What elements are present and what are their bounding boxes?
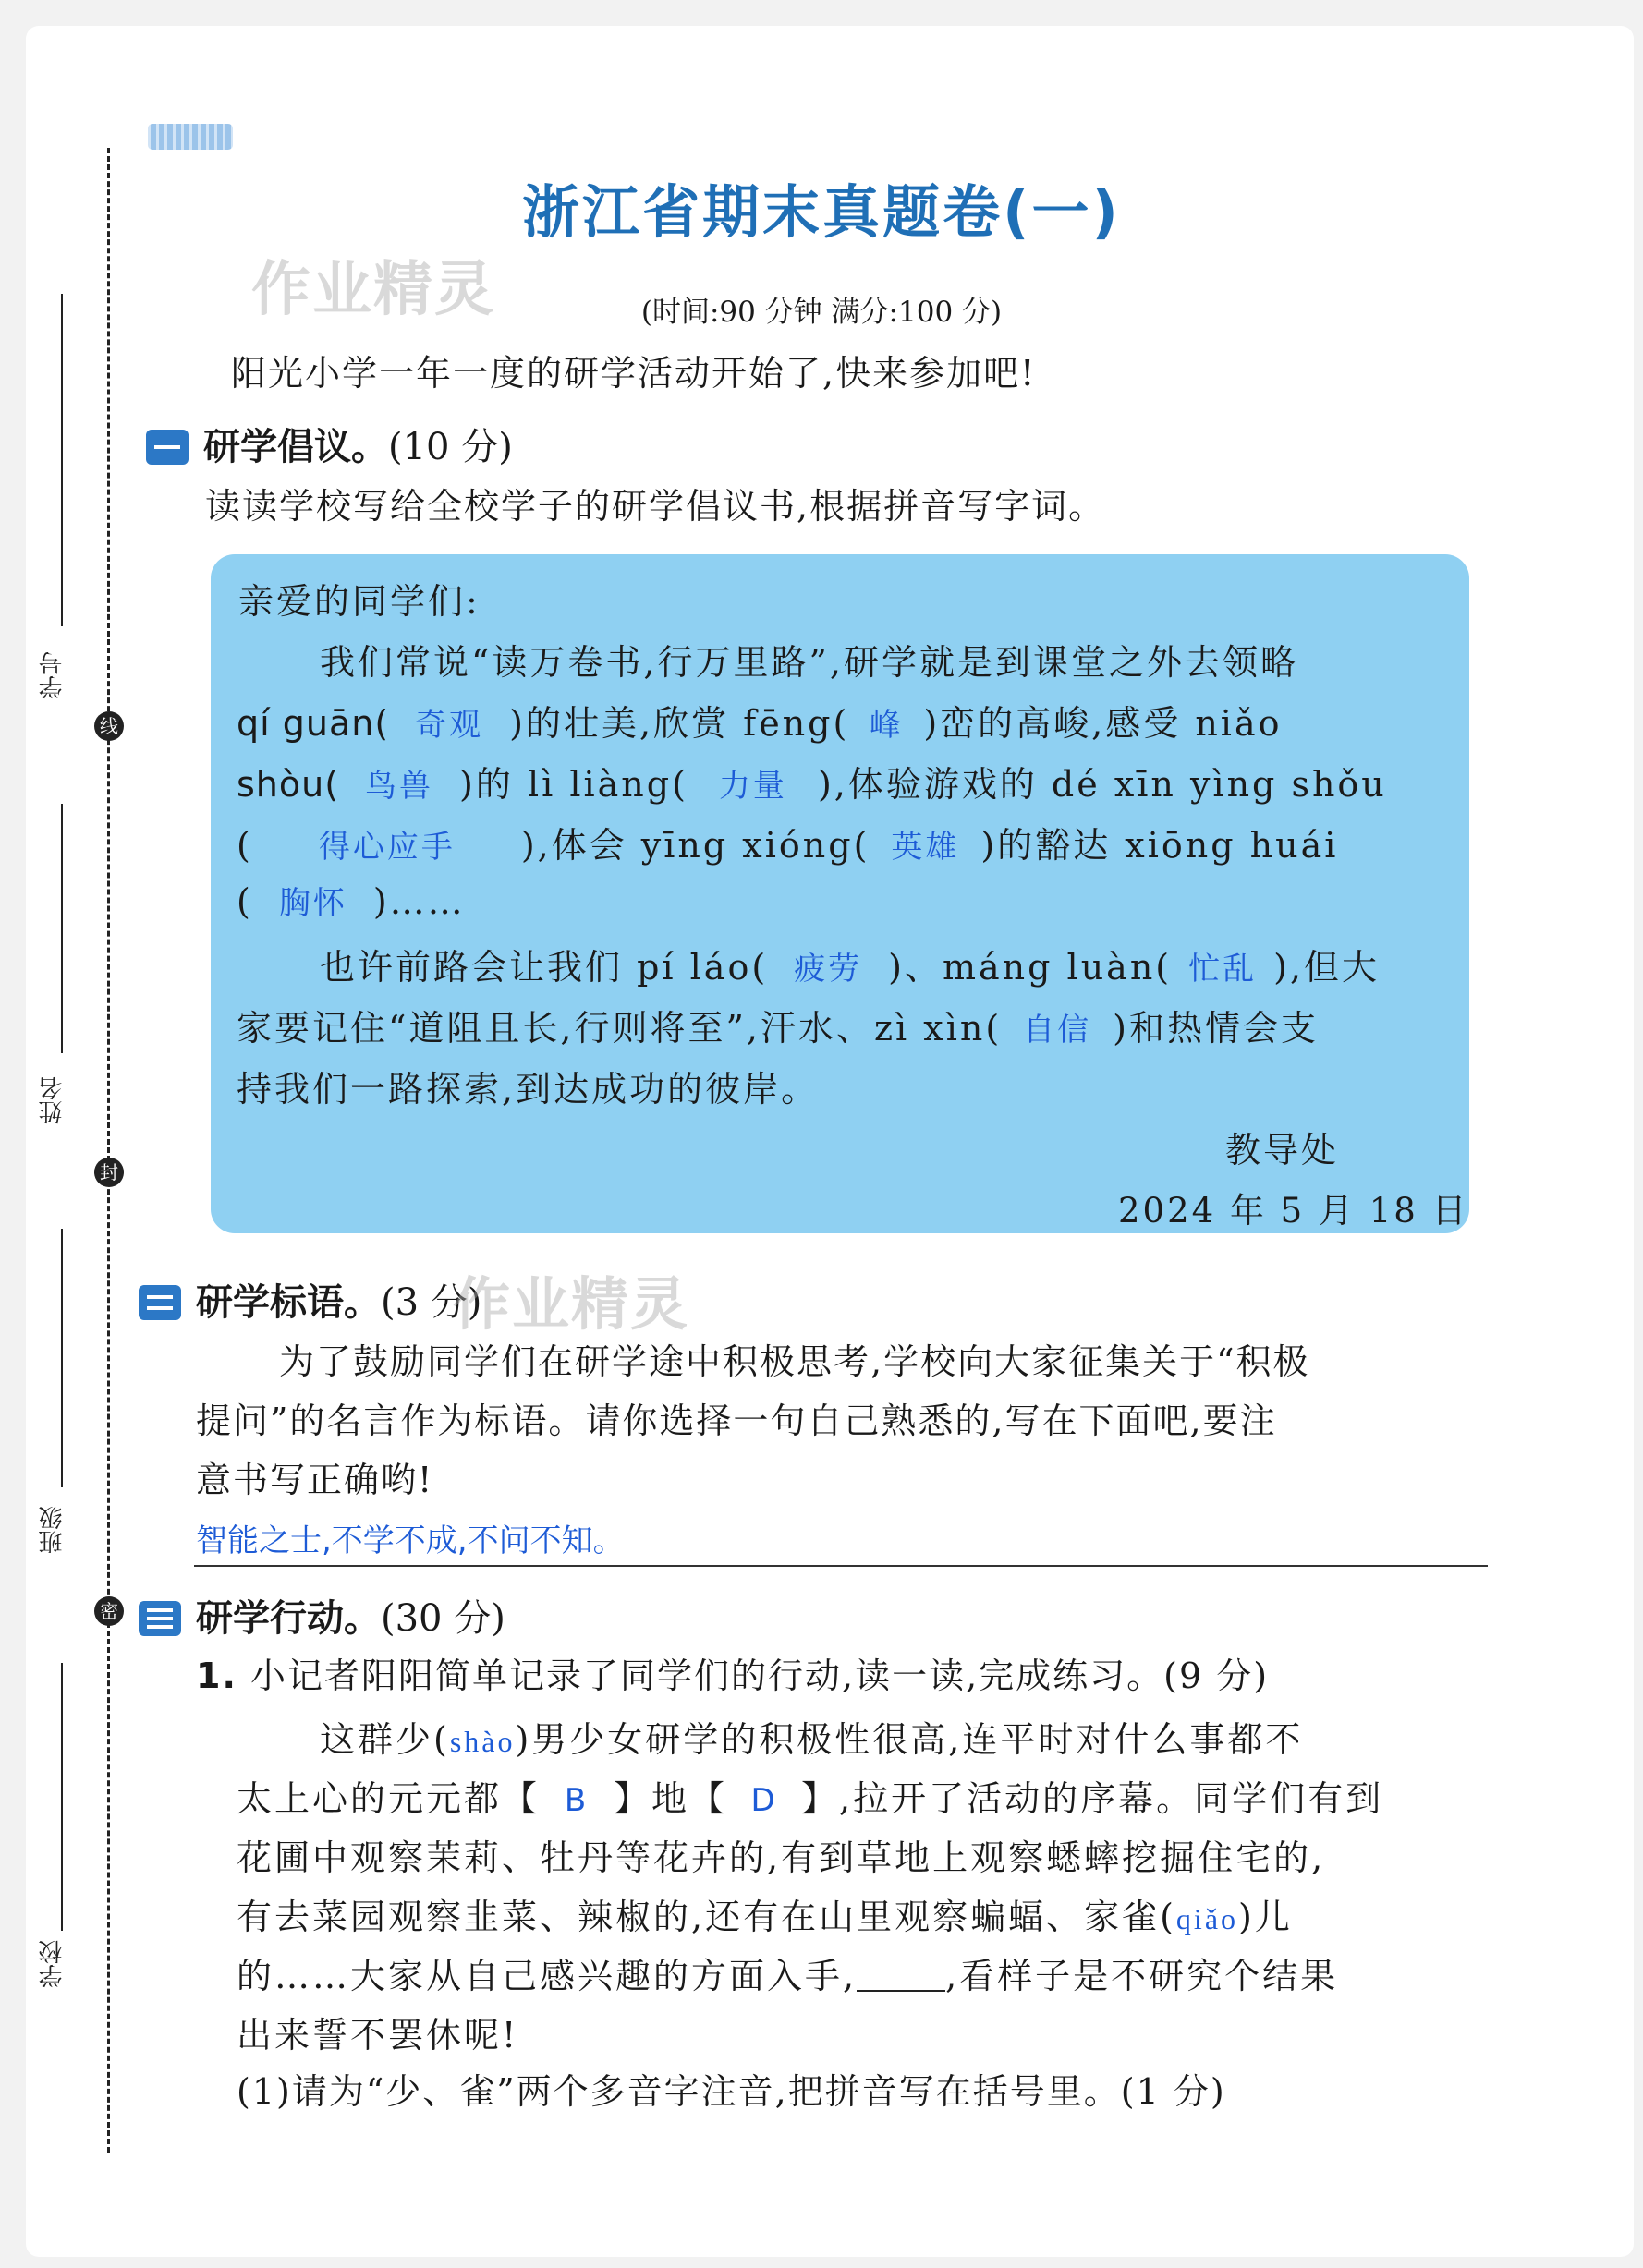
passage-line-5: 的……大家从自己感兴趣的方面入手, ,看样子是不研究个结果 [237,1956,1339,1996]
letter-line-7: 家要记住“道阻且长,行则将至”,汗水、zì xìn( 自信 )和热情会支 [237,1000,1319,1050]
section-1-instruction: 读读学校写给全校学子的研学倡议书,根据拼音写字词。 [205,486,1106,527]
answer-xionghuai: 胸怀 [278,885,347,922]
section-2-heading: 研学标语。(3 分) [139,1273,481,1326]
letter-line-2: qí guān( 奇观 )的壮美,欣赏 fēng( 峰 )峦的高峻,感受 niǎo [237,695,1283,746]
letter-line-5: ( 胸怀 )…… [237,878,466,923]
letter-date: 2024 年 5 月 18 日 [1118,1191,1469,1231]
passage-line-2: 太上心的元元都【 B 】地【 D 】,拉开了活动的序幕。同学们有到 [237,1778,1384,1819]
section-1-number-icon [146,430,189,465]
answer-shao: shào [449,1725,516,1758]
section-2-text-2: 提问”的名言作为标语。请你选择一句自己熟悉的,写在下面吧,要注 [196,1401,1277,1441]
answer-pilao: 疲劳 [794,951,863,988]
letter-greeting: 亲爱的同学们: [238,581,481,622]
name-label: 姓名 [39,1076,67,1124]
section-2-answer: 智能之士,不学不成,不问不知。 [196,1522,625,1559]
section-3-heading: 研学行动。(30 分) [139,1589,505,1642]
answer-bracket-1: B [564,1782,590,1819]
letter-signature: 教导处 [1225,1130,1340,1170]
letter-line-4: ( 得心应手 ),体会 yīng xióng( 英雄 )的豁达 xiōng huái [237,817,1338,867]
letter-line-8: 持我们一路探索,到达成功的彼岸。 [237,1069,820,1110]
section-2-number-icon [139,1285,181,1320]
answer-dexinyingshou: 得心应手 [318,829,456,866]
passage-line-6: 出来誓不罢休呢! [237,2015,519,2056]
section-3-number-icon [139,1601,181,1636]
answer-qiguan: 奇观 [415,707,484,744]
answer-mangluan: 忙乱 [1188,951,1258,988]
student-id-label: 学号 [39,651,67,699]
school-label: 学校 [39,1940,67,1988]
answer-yingxiong: 英雄 [891,829,960,866]
question-1: 1. 小记者阳阳简单记录了同学们的行动,读一读,完成练习。(9 分) [196,1656,1270,1696]
page-title: 浙江省期末真题卷(一) [522,178,1121,246]
passage-line-3: 花圃中观察茉莉、牡丹等花卉的,有到草地上观察蟋蟀挖掘住宅的, [237,1837,1326,1878]
intro-text: 阳光小学一年一度的研学活动开始了,快来参加吧! [231,353,1037,394]
school-blank [61,1663,63,1931]
answer-qiao: qiǎo [1175,1902,1239,1935]
class-label: 班级 [39,1506,67,1554]
answer-zixin: 自信 [1023,1012,1092,1049]
watermark-2: 作业精灵 [453,1270,690,1338]
seal-mark-line: 线 [94,711,124,741]
seal-mark-seal: 封 [94,1158,124,1187]
answer-liliang: 力量 [718,768,787,805]
letter-line-1: 我们常说“读万卷书,行万里路”,研学就是到课堂之外去领略 [320,642,1299,683]
seal-mark-secret: 密 [94,1596,124,1626]
answer-bracket-2: D [750,1782,778,1819]
binding-dashed-line [107,148,110,2153]
header-tag-decoration [148,124,233,150]
section-2-answer-line [194,1565,1488,1567]
letter-line-3: shòu( 鸟兽 )的 lì liàng( 力量 ),体验游戏的 dé xīn yìng shǒu [237,756,1387,807]
section-2-text-3: 意书写正确哟! [196,1460,434,1500]
section-1-heading: 研学倡议。(10 分) [146,418,513,470]
passage-line-4: 有去菜园观察韭菜、辣椒的,还有在山里观察蝙蝠、家雀(qiǎo)儿 [237,1897,1293,1937]
name-blank [61,804,63,1053]
watermark: 作业精灵 [251,256,495,324]
class-blank [61,1229,63,1487]
exam-info: (时间:90 分钟 满分:100 分) [640,296,1003,329]
answer-niaoshou: 鸟兽 [365,768,434,805]
section-2-text-1: 为了鼓励同学们在研学途中积极思考,学校向大家征集关于“积极 [279,1341,1310,1382]
passage-line-1: 这群少(shào)男少女研学的积极性很高,连平时对什么事都不 [320,1719,1304,1760]
answer-feng: 峰 [869,707,904,744]
student-id-blank [61,294,63,626]
fill-blank[interactable] [857,1962,945,1992]
letter-line-6: 也许前路会让我们 pí láo( 疲劳 )、máng luàn( 忙乱 ),但大 [320,939,1380,989]
question-1-sub-1: (1)请为“少、雀”两个多音字注音,把拼音写在括号里。(1 分) [237,2071,1226,2112]
